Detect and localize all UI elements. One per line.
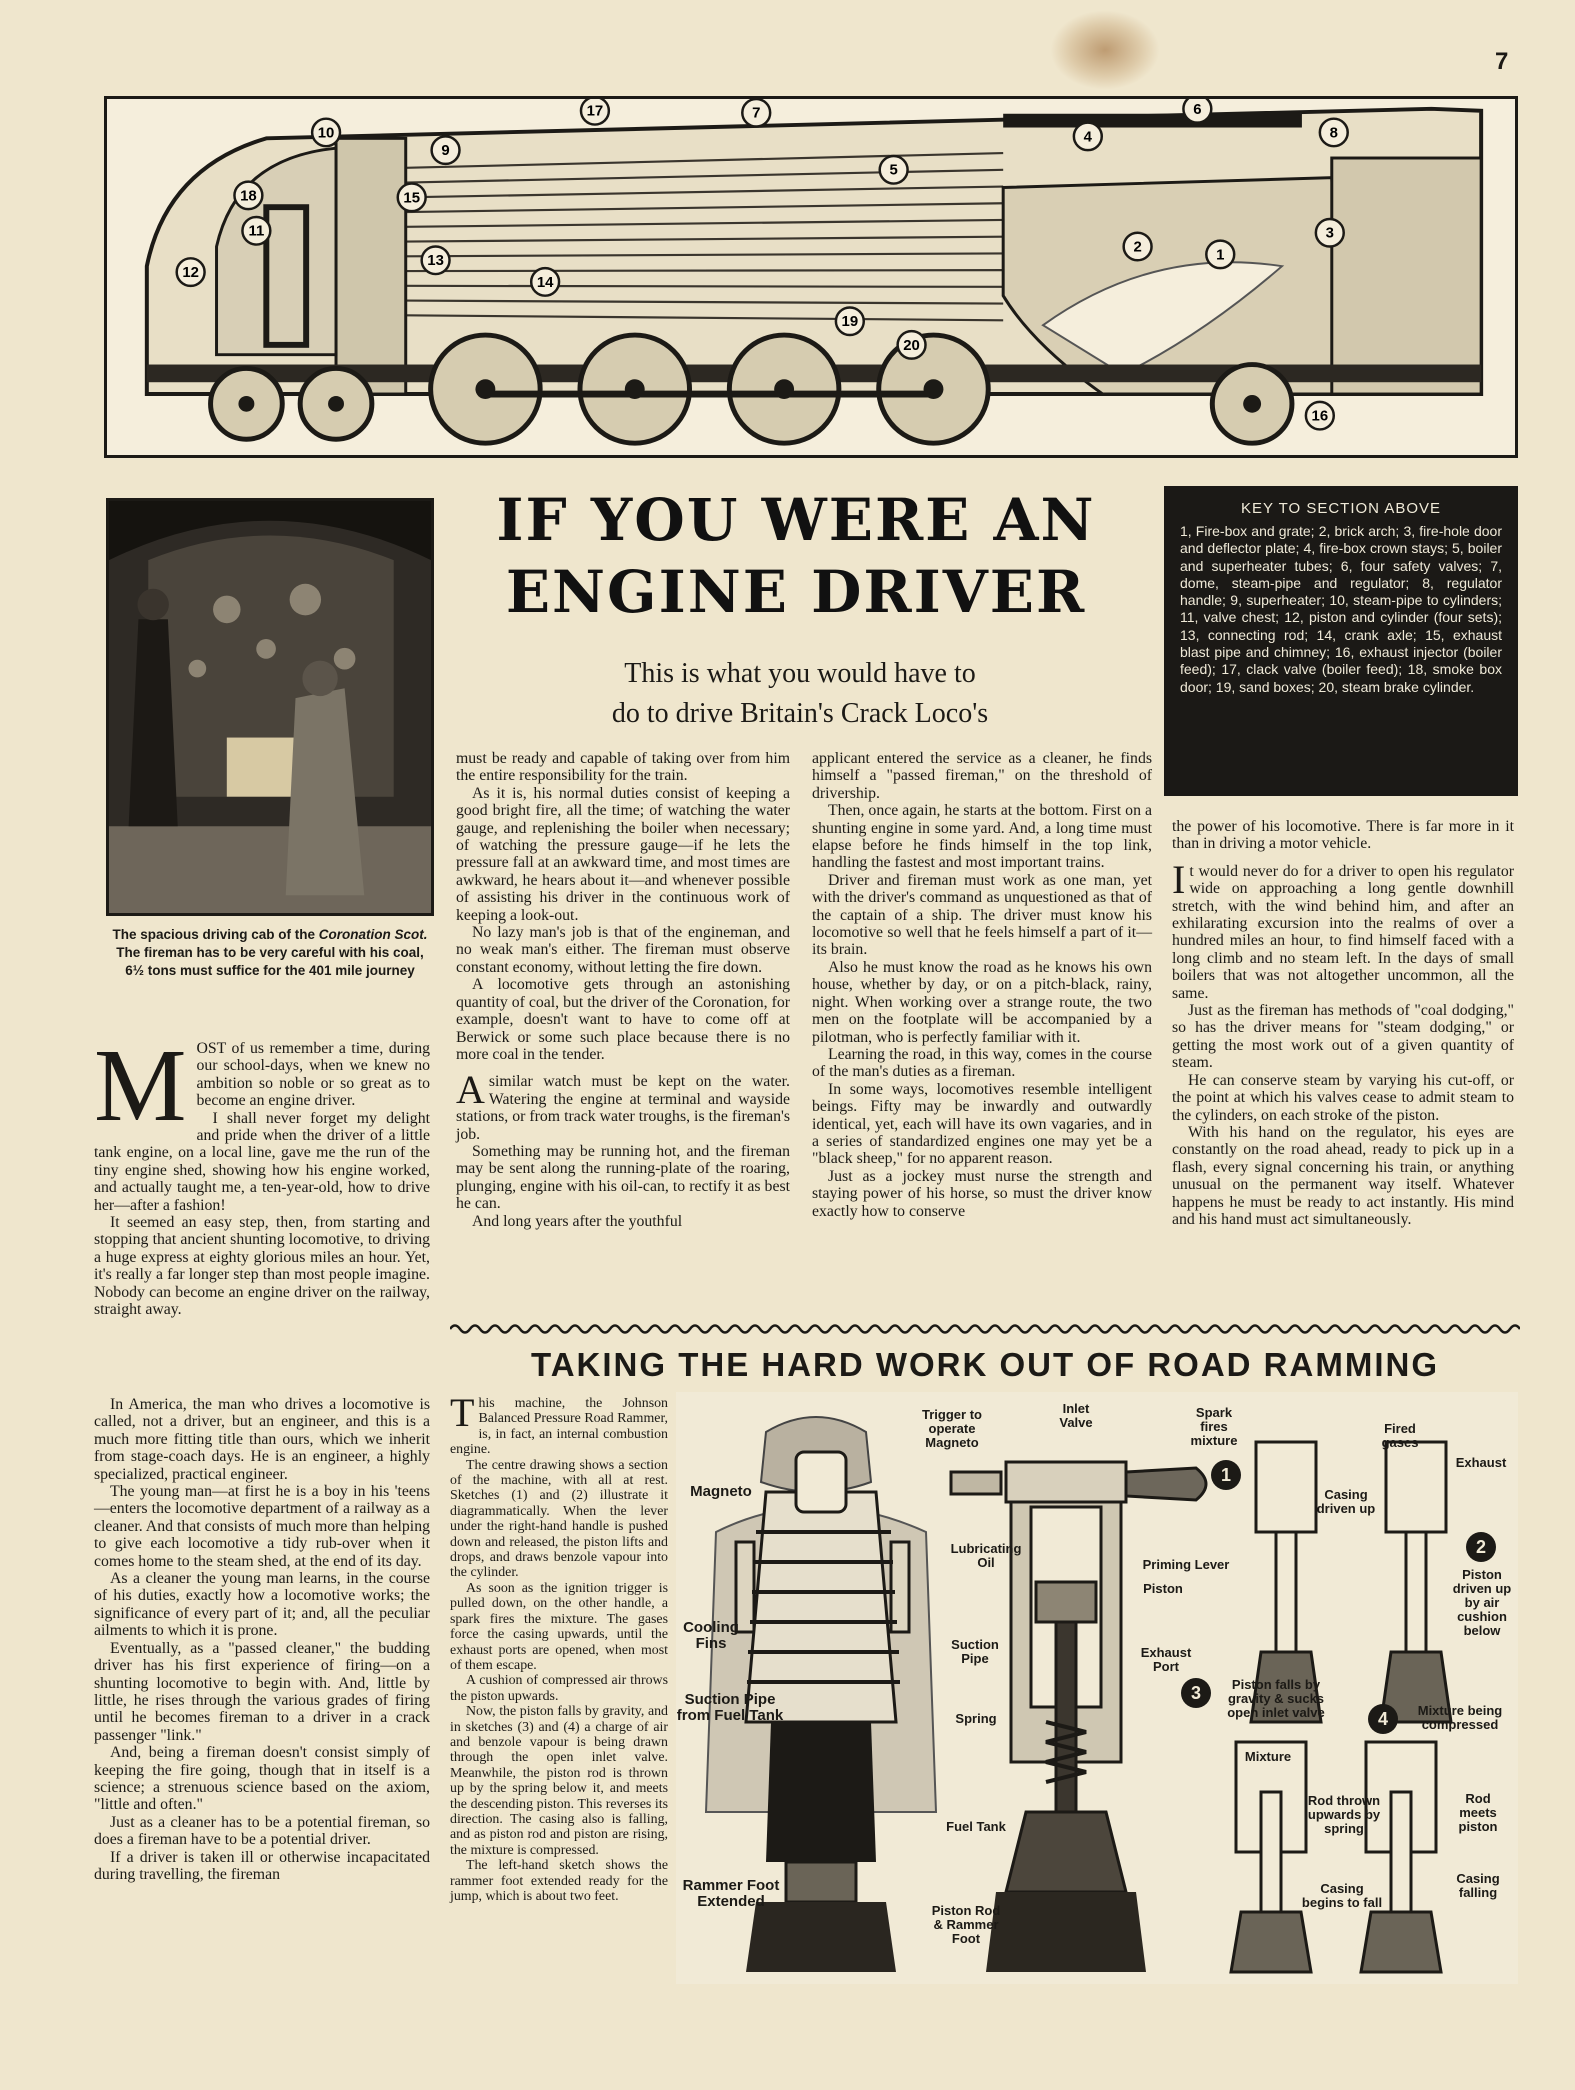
sketch-number-3: 3 bbox=[1181, 1678, 1211, 1708]
label-piston-driven: Piston driven up by air cushion below bbox=[1452, 1567, 1512, 1638]
article-column-3 bbox=[812, 750, 1152, 1220]
callout-6 bbox=[1183, 99, 1211, 123]
callout-7 bbox=[742, 99, 770, 127]
paragraph: He can conserve steam by varying his cut-off, or the point at which his valves cease to admit steam to the cylinders, on each stroke of the piston. bbox=[1172, 1071, 1514, 1124]
paragraph: The young man—at first he is a boy in his 'teens—enters the locomotive department of a railway as a cleaner. And that consists of much more than helping to give each locomotive a tidy rub-over when it comes home to the steam shed, at the end of its day. bbox=[94, 1483, 430, 1570]
paragraph: Just as the fireman has methods of "coal dodging," so has the driver means for "steam dodging," or getting the most work out of a given quantity of steam. bbox=[1172, 1002, 1514, 1072]
callout-5 bbox=[880, 156, 908, 184]
callout-13 bbox=[422, 247, 450, 275]
label-spark-fires: Spark fires mixture bbox=[1190, 1405, 1238, 1448]
label-spring: Spring bbox=[955, 1711, 997, 1726]
label-trigger: Trigger to operate Magneto bbox=[922, 1407, 982, 1450]
paragraph: As soon as the ignition trigger is pulled down, on the other handle, a spark fires the mixture. The gases force the casing upwards, until the exhaust ports are opened, when most of them escape. bbox=[450, 1580, 668, 1673]
label-magneto: Magneto bbox=[690, 1483, 752, 1500]
callout-8 bbox=[1320, 119, 1348, 147]
svg-text:19: 19 bbox=[841, 314, 859, 331]
key-text: 1, Fire-box and grate; 2, brick arch; 3, fire-hole door and deflector plate; 4, fire-box crown stays; 5, boiler and superheater tubes; 6, four safety valves; 7, dome, steam-pipe and regulator; 8, regulator handle; 9, superheater; 10, steam-pipe to cylinders; 11, valve chest; 12, piston and cylinder (four sets); 13, connecting rod; 14, crank axle; 15, exhaust blast pipe and chimney; 16, exhaust injector (boiler feed); 17, clack valve (boiler feed); 18, smoke box door; 19, sand boxes; 20, steam brake cylinder. bbox=[1180, 523, 1502, 695]
paragraph: A locomotive gets through an astonishing quantity of coal, but the driver of the Coronation, for example, doesn't want to have to come off at Berwick or some such place because there is no more coal in the tender. bbox=[456, 976, 790, 1063]
key-title: KEY TO SECTION ABOVE bbox=[1240, 500, 1442, 517]
paragraph: And, being a fireman doesn't consist simply of keeping the fire going, though that in itself is a science; a strenuous science based on the axiom, "little and often." bbox=[94, 1744, 430, 1814]
article-column-1 bbox=[94, 1028, 430, 1319]
svg-text:14: 14 bbox=[536, 274, 554, 291]
paragraph: Learning the road, in this way, comes in the course of the man's duties as a fireman. bbox=[812, 1045, 1152, 1081]
callout-12 bbox=[177, 258, 205, 286]
label-fired-gases: Fired gases bbox=[1381, 1421, 1419, 1450]
callout-9 bbox=[432, 136, 460, 164]
callout-17 bbox=[581, 99, 609, 125]
paragraph: If a driver is taken ill or otherwise incapacitated during travelling, the fireman bbox=[94, 1848, 430, 1883]
svg-text:9: 9 bbox=[441, 143, 450, 160]
article-column-2 bbox=[456, 750, 790, 1230]
paragraph: Just as a jockey must nurse the strength and staying power of his horse, so must the driver know exactly how to conserve bbox=[812, 1167, 1152, 1220]
cab-photo-caption: The spacious driving cab of the Coronation Scot. The fireman has to be very careful with his coal, 6½ tons must suffice for the 401 mile journey bbox=[112, 927, 428, 978]
svg-text:6: 6 bbox=[1193, 101, 1202, 118]
callout-20 bbox=[898, 331, 926, 359]
paragraph: Now, the piston falls by gravity, and in sketches (3) and (4) a charge of air and benzole vapour is being drawn through the open inlet valve. Meanwhile, the piston rod is thrown up by the spring below it, and meets the descending piston. This reverses its direction. The casing also is falling, and as piston rod and piston are rising, the mixture is compressed. bbox=[450, 1704, 668, 1858]
paragraph: I shall never forget my delight and pride when the driver of a little tank engine, on a local line, gave me the run of the tiny engine shed, showing how his engine worked, and actually taught me, a ten-year-old, how to drive her—after a fashion! bbox=[94, 1109, 430, 1214]
svg-text:16: 16 bbox=[1311, 408, 1329, 425]
paragraph: In some ways, locomotives resemble intelligent beings. Fifty may be inwardly and outwardly identical, yet, each will have its own vagaries, and in a series of standardized engines one may yet be a "black sheep," for no apparent reason. bbox=[812, 1080, 1152, 1168]
locomotive-section-diagram bbox=[104, 96, 1518, 458]
paragraph: As it is, his normal duties consist of keeping a good bright fire, all the time; of watching the water gauge, and replenishing the boiler when necessary; of watching the pressure gauge—if he lets the pressure fall at an awkward time, and most times are awkward, he hears about it—and whenever possible of assisting his driver in the continuous work of keeping a look-out. bbox=[456, 784, 790, 924]
callout-19 bbox=[836, 307, 864, 335]
paragraph: With his hand on the regulator, his eyes are constantly on the road ahead, ready to pick up in a flash, every signal concerning his train, or anything unusual on the permanent way itself. Whatever happens he must be ready to act instantly. His mind and his hand must act simultaneously. bbox=[1172, 1123, 1514, 1228]
paragraph: A similar watch must be kept on the water. Watering the engine at terminal and wayside stations, or from track water troughs, is the fireman's job. bbox=[456, 1067, 790, 1143]
label-suction-from-tank: Suction Pipe from Fuel Tank bbox=[676, 1691, 784, 1724]
svg-text:17: 17 bbox=[586, 103, 604, 120]
callout-4 bbox=[1074, 123, 1102, 151]
paragraph: Then, once again, he starts at the bottom. First on a shunting engine in some yard. And, a long time must elapse before he finds himself in the top link, handling the fastest and most important trains. bbox=[812, 802, 1152, 872]
callout-18 bbox=[234, 182, 262, 210]
svg-text:11: 11 bbox=[248, 223, 265, 240]
paragraph: applicant entered the service as a cleaner, he finds himself a "passed fireman," on the threshold of drivership. bbox=[812, 750, 1152, 802]
label-rod-meets: Rod meets piston bbox=[1458, 1791, 1498, 1834]
label-inlet-valve: Inlet Valve bbox=[1059, 1401, 1093, 1430]
callout-16 bbox=[1306, 402, 1334, 430]
svg-text:20: 20 bbox=[903, 337, 920, 354]
sketch-number-1: 1 bbox=[1211, 1460, 1241, 1490]
paragraph: Just as a cleaner has to be a potential fireman, so does a fireman have to be a potential driver. bbox=[94, 1813, 430, 1849]
rammer-text-column bbox=[450, 1390, 668, 1904]
paragraph: As a cleaner the young man learns, in the course of his duties, exactly how a locomotive works; the significance of every part of it; and, all the peculiar ailments to which it is prone. bbox=[94, 1570, 430, 1640]
paper-stain bbox=[1050, 10, 1160, 90]
paragraph: No lazy man's job is that of the engineman, and no weak man's either. The fireman must observe constant economy, without letting the fire down. bbox=[456, 924, 790, 976]
callout-15 bbox=[398, 184, 426, 212]
svg-text:5: 5 bbox=[889, 162, 898, 179]
paragraph: Eventually, as a "passed cleaner," the budding driver has his first experience of firing—on a shunting locomotive to begin with. And, little by little, he rises through the various grades of firing until he becomes fireman to a driver in a crack passenger "link." bbox=[94, 1639, 430, 1744]
headline-line-1: IF YOU WERE AN bbox=[496, 486, 1096, 554]
wavy-divider bbox=[450, 1322, 1520, 1336]
headline-line-2: ENGINE DRIVER bbox=[505, 558, 1087, 626]
label-exhaust: Exhaust bbox=[1455, 1455, 1507, 1470]
paragraph: The centre drawing shows a section of the machine, with all at rest. Sketches (1) and (2) illustrate it diagrammatically. When the lever under the right-hand handle is pushed down and released, the piston lifts and drops, and draws benzole vapour into the cylinder. bbox=[450, 1457, 668, 1581]
article-column-1-lower bbox=[94, 1396, 430, 1883]
label-mixture-compressed: Mixture being compressed bbox=[1417, 1703, 1503, 1732]
drop-cap: I bbox=[1172, 856, 1186, 902]
paragraph: It would never do for a driver to open his regulator wide on approaching a long gentle downhill stretch, with the wind behind him, and after an exhilarating excursion into the realms of over a hundred miles an hour, to find himself faced with a long climb and no steam left. In the days of small boilers that was not altogether uncommon, all the same. bbox=[1172, 856, 1514, 1002]
drop-cap: T bbox=[450, 1390, 475, 1435]
callout-2 bbox=[1124, 233, 1152, 261]
svg-text:10: 10 bbox=[317, 125, 335, 142]
article-column-4 bbox=[1172, 818, 1514, 1228]
label-piston-falls: Piston falls by gravity & sucks open inlet valve bbox=[1227, 1677, 1325, 1720]
paragraph: And long years after the youthful bbox=[472, 1212, 683, 1230]
label-exhaust-port: Exhaust Port bbox=[1140, 1645, 1192, 1674]
article-subhead: This is what you would have to do to drive Britain's Crack Loco's bbox=[611, 658, 989, 729]
label-casing-falling: Casing falling bbox=[1456, 1871, 1500, 1900]
callout-3 bbox=[1316, 219, 1344, 247]
svg-text:18: 18 bbox=[240, 188, 257, 205]
svg-text:8: 8 bbox=[1329, 125, 1338, 142]
svg-text:2: 2 bbox=[1133, 239, 1142, 256]
svg-text:1: 1 bbox=[1216, 247, 1225, 264]
callout-14 bbox=[531, 268, 559, 296]
paragraph: Driver and fireman must work as one man, yet with the driver's command as unquestioned as that of the captain of a ship. The driver must know his locomotive so well that he feels himself a part of it—its brain. bbox=[812, 871, 1152, 959]
svg-text:4: 4 bbox=[1083, 129, 1092, 146]
label-mixture: Mixture bbox=[1244, 1749, 1292, 1764]
paragraph: The left-hand sketch shows the rammer foot extended ready for the jump, which is about two feet. bbox=[450, 1858, 668, 1904]
road-rammer-diagram bbox=[676, 1392, 1518, 1984]
cab-photo bbox=[106, 498, 434, 916]
label-piston-rod: Piston Rod & Rammer Foot bbox=[931, 1903, 1001, 1946]
paragraph: the power of his locomotive. There is far more in it than in driving a motor vehicle. bbox=[1172, 818, 1514, 853]
label-rammer-foot: Rammer Foot Extended bbox=[682, 1877, 780, 1910]
sketch-number-4: 4 bbox=[1368, 1704, 1398, 1734]
label-casing-begins: Casing begins to fall bbox=[1301, 1881, 1383, 1910]
label-casing-driven: Casing driven up bbox=[1316, 1487, 1376, 1516]
label-suction-pipe: Suction Pipe bbox=[951, 1637, 999, 1666]
paragraph: It seemed an easy step, then, from starting and stopping that ancient shunting locomotive, to driving a huge express at eighty glorious miles an hour. Yet, it's really a far longer step than most people imagine. Nobody can become an engine driver on the railway, straight away. bbox=[94, 1214, 430, 1319]
rammer-heading: TAKING THE HARD WORK OUT OF ROAD RAMMING bbox=[531, 1346, 1439, 1383]
paragraph: must be ready and capable of taking over from him the entire responsibility for the train. bbox=[456, 750, 790, 785]
label-lubricating-oil: Lubricating Oil bbox=[950, 1541, 1022, 1570]
svg-text:13: 13 bbox=[427, 253, 444, 270]
paragraph: In America, the man who drives a locomotive is called, not a driver, but an engineer, and this is a much more fitting title than ours, which we inherit from stage-coach days. He is an engineer, a highly specialized, practical engineer. bbox=[94, 1396, 430, 1483]
section-key-box bbox=[1164, 486, 1518, 796]
page-number: 7 bbox=[1495, 48, 1509, 75]
callout-10 bbox=[312, 119, 340, 147]
svg-text:7: 7 bbox=[752, 105, 761, 122]
label-cooling-fins: Cooling Fins bbox=[683, 1619, 739, 1652]
drop-cap: A bbox=[456, 1067, 485, 1113]
label-rod-thrown: Rod thrown upwards by spring bbox=[1307, 1793, 1381, 1836]
callout-11 bbox=[242, 217, 270, 245]
paragraph: Also he must know the road as he knows his own house, whether by day, or on a pitch-black, rainy, night. When working over a strange route, the two men on the footplate will be accompanied by a pilotman, who is perfectly familiar with it. bbox=[812, 958, 1152, 1046]
intro-paragraph: OST of us remember a time, during our school-days, when we knew no ambition so noble or so great as to become an engine driver. bbox=[196, 1040, 430, 1110]
sketch-number-2: 2 bbox=[1466, 1532, 1496, 1562]
svg-text:12: 12 bbox=[182, 265, 199, 281]
callout-1 bbox=[1206, 241, 1234, 269]
label-priming-lever: Priming Lever bbox=[1142, 1557, 1230, 1572]
paragraph: This machine, the Johnson Balanced Pressure Road Rammer, is, in fact, an internal combustion engine. bbox=[450, 1390, 668, 1458]
paragraph: Something may be running hot, and the fireman may be sent along the running-plate of the roaring, plunging, engine with his oil-can, to rectify it as best he can. bbox=[456, 1142, 790, 1213]
svg-text:3: 3 bbox=[1325, 225, 1334, 242]
paragraph: A cushion of compressed air throws the piston upwards. bbox=[450, 1673, 668, 1704]
drop-cap: M bbox=[94, 1028, 187, 1143]
svg-text:15: 15 bbox=[403, 190, 421, 207]
article-headline bbox=[446, 484, 1146, 628]
label-piston: Piston bbox=[1143, 1581, 1183, 1596]
label-fuel-tank: Fuel Tank bbox=[946, 1819, 1006, 1834]
